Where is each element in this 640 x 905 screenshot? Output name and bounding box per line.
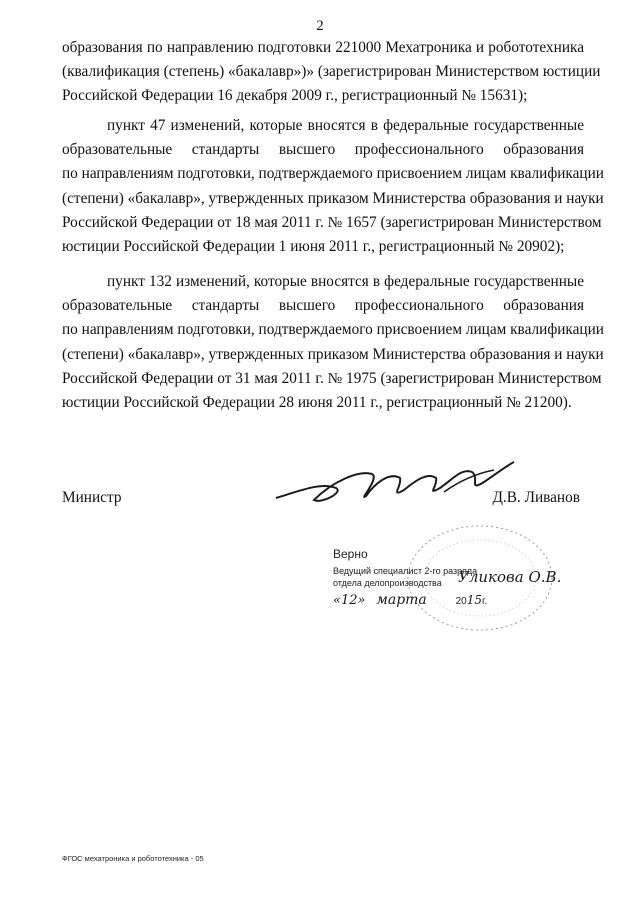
text-line: образовательные стандарты высшего профессионального образования [62, 141, 584, 159]
text-line: Российской Федерации от 18 мая 2011 г. № 1657 (зарегистрирован Министерством [62, 213, 602, 231]
text-line: юстиции Российской Федерации 28 июня 2011 г., регистрационный № 21200). [62, 394, 572, 412]
text-line: (степени) «бакалавр», утвержденных приказом Министерства образования и науки [62, 189, 604, 207]
paragraph-1 [62, 36, 601, 109]
date-year-prefix: 20 [455, 596, 467, 607]
text-line: пункт 47 изменений, которые вносятся в федеральные государственные [107, 117, 584, 134]
signoff-title: Министр [62, 489, 122, 506]
paragraph-2 [62, 114, 604, 259]
date-year-suffix: 15 [466, 593, 482, 607]
page-number: 2 [316, 18, 324, 34]
text-line: (степени) «бакалавр», утвержденных приказом Министерства образования и науки [62, 345, 604, 363]
text-line: Российской Федерации от 31 мая 2011 г. № 1975 (зарегистрирован Министерством [62, 369, 602, 387]
certification-block [333, 547, 477, 589]
position-line-1: Ведущий специалист 2-го разряда [333, 566, 478, 576]
date-year-tail: г. [481, 596, 488, 607]
text-line: образования по направлению подготовки 221000 Мехатроника и робототехника [62, 39, 584, 56]
certification-date [333, 592, 487, 608]
handwritten-name: Уликова О.В. [458, 568, 562, 586]
text-line: юстиции Российской Федерации 1 июня 2011 г., регистрационный № 20902); [62, 238, 565, 256]
date-day: «12» [333, 593, 366, 608]
signature-image [262, 452, 522, 522]
signoff-name: Д.В. Ливанов [492, 489, 580, 506]
footer-text: ФГОС мехатроника и робототехника - 05 [62, 854, 204, 863]
text-line: пункт 132 изменений, которые вносятся в федеральные государственные [107, 273, 584, 290]
text-line: по направлениям подготовки, подтверждаемого присвоением лицам квалификации [62, 165, 604, 183]
verno-label: Верно [333, 547, 368, 561]
position-line-2: отдела делопроизводства [333, 578, 442, 588]
date-month: марта [376, 592, 427, 608]
text-line: образовательные стандарты высшего профессионального образования [62, 297, 584, 315]
text-line: (квалификация (степень) «бакалавр»)» (зарегистрирован Министерством юстиции [62, 63, 601, 81]
text-line: по направлениям подготовки, подтверждаемого присвоением лицам квалификации [62, 321, 604, 339]
text-line: Российской Федерации 16 декабря 2009 г., регистрационный № 15631); [62, 87, 528, 105]
paragraph-3 [62, 270, 604, 415]
